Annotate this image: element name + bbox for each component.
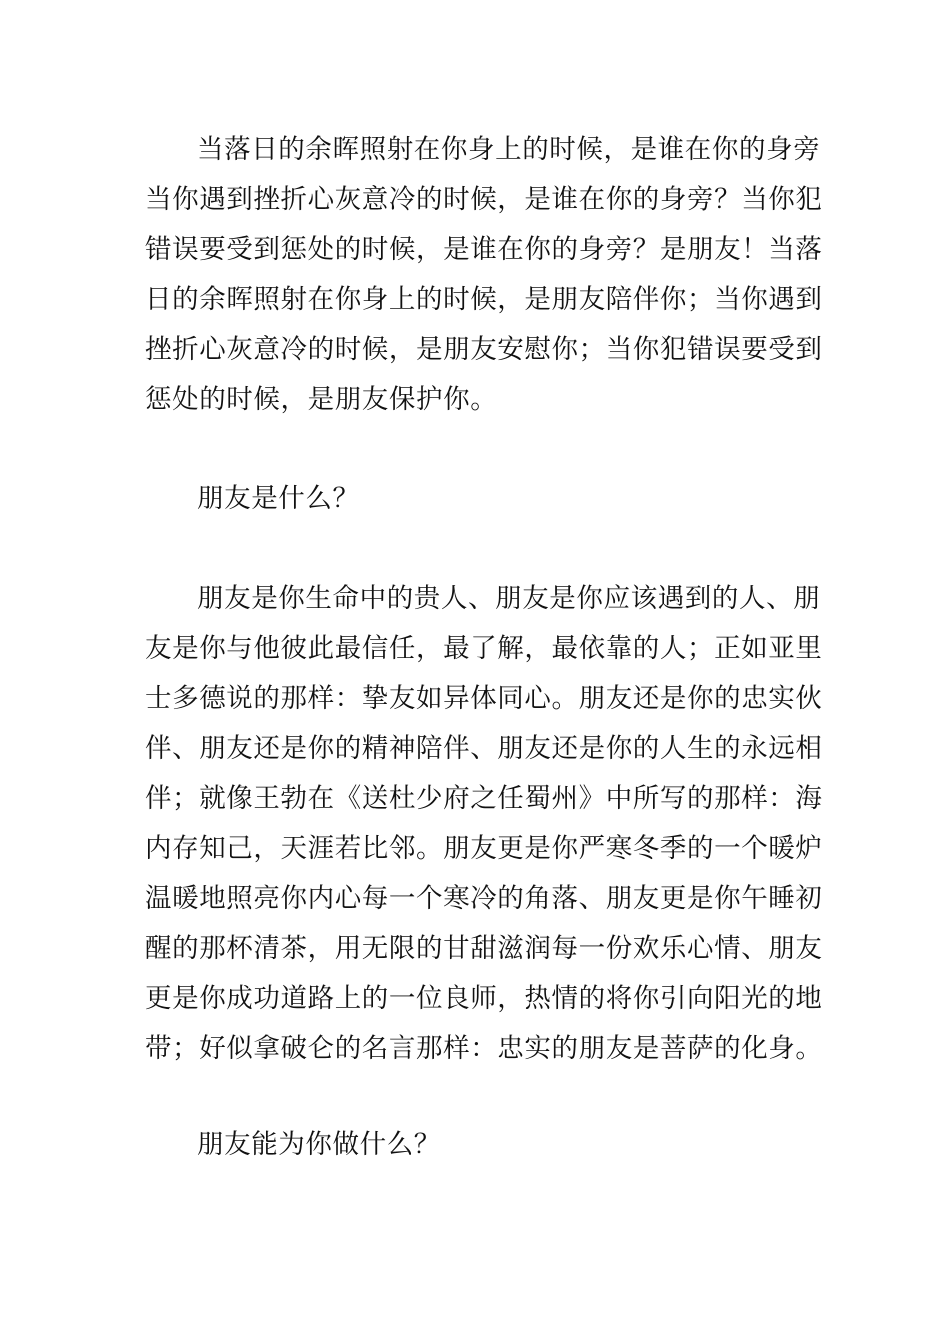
paragraph-line: 内存知己，天涯若比邻。朋友更是你严寒冬季的一个暖炉 [145, 833, 823, 864]
paragraph-line: 错误要受到惩处的时候，是谁在你的身旁？是朋友！当落 [145, 234, 823, 265]
section-heading-what-friend-does [145, 1120, 807, 1170]
paragraph-line: 朋友是你生命中的贵人、朋友是你应该遇到的人、朋 [197, 583, 821, 614]
paragraph-line: 友是你与他彼此最信任，最了解，最依靠的人；正如亚里 [145, 633, 823, 664]
paragraph-line: 醒的那杯清茶，用无限的甘甜滋润每一份欢乐心情、朋友 [145, 933, 823, 964]
paragraph-line: 伴、朋友还是你的精神陪伴、朋友还是你的人生的永远相 [145, 733, 823, 764]
paragraph-line: 挫折心灰意冷的时候，是朋友安慰你；当你犯错误要受到 [145, 334, 823, 365]
heading-text: 朋友能为你做什么？ [197, 1129, 441, 1160]
paragraph-line: 伴；就像王勃在《送杜少府之任蜀州》中所写的那样：海 [145, 783, 823, 814]
section-heading-what-is-friend [145, 474, 807, 524]
paragraph-line: 温暖地照亮你内心每一个寒冷的角落、朋友更是你午睡初 [145, 883, 823, 914]
paragraph-line: 惩处的时候，是朋友保护你。 [145, 384, 498, 415]
paragraph-line: 带；好似拿破仑的名言那样：忠实的朋友是菩萨的化身。 [145, 1033, 823, 1064]
paragraph-line: 士多德说的那样：挚友如异体同心。朋友还是你的忠实伙 [145, 683, 823, 714]
paragraph-line: 日的余晖照射在你身上的时候，是朋友陪伴你；当你遇到 [145, 284, 823, 315]
heading-text: 朋友是什么？ [197, 483, 360, 514]
paragraph-line: 当落日的余晖照射在你身上的时候，是谁在你的身旁 [197, 134, 821, 165]
paragraph-line: 当你遇到挫折心灰意冷的时候，是谁在你的身旁？当你犯 [145, 184, 823, 215]
paragraph-intro [145, 125, 823, 425]
paragraph-line: 更是你成功道路上的一位良师，热情的将你引向阳光的地 [145, 983, 823, 1014]
paragraph-friend-definition [145, 574, 823, 1074]
